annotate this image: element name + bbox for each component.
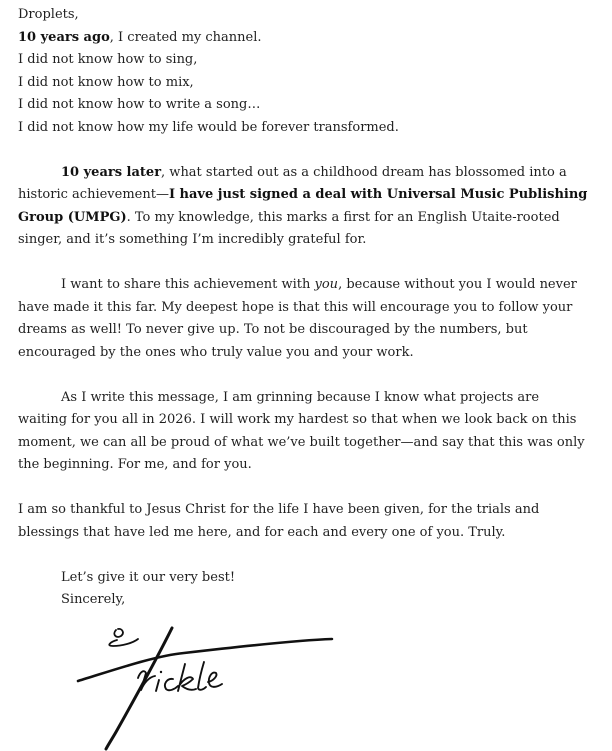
bold-umpg-deal: I have just signed a deal with Universal Music Publishing Group (UMPG) bbox=[18, 187, 588, 225]
paragraph-share bbox=[18, 274, 588, 364]
paragraph-thanks: I am so thankful to Jesus Christ for the life I have been given, for the trials and blessings that have led me here, and for each and every one of you. Truly. bbox=[18, 502, 540, 540]
intro-bold-years-ago: 10 years ago bbox=[18, 29, 110, 45]
intro-line-3: I did not know how to mix, bbox=[18, 74, 194, 90]
closing-line-2: Sincerely, bbox=[61, 592, 126, 607]
bold-years-later: 10 years later bbox=[61, 164, 162, 180]
signature bbox=[64, 620, 344, 751]
closing-line-1: Let’s give it our very best! bbox=[61, 569, 236, 585]
paragraph-future: As I write this message, I am grinning because I know what projects are waiting for you all in 2026. I will work my hardest so that when we look back on this moment, we can all be proud of what we’ve built together—and say that this was only the beginning. For me, and for you. bbox=[18, 389, 585, 472]
share-text-2: , because without you I would never have made it this far. My deepest hope is that this will encourage you to follow your dreams as well! To never give up. To not be discouraged by the numbers, but encouraged by the ones who truly value you and your work. bbox=[18, 277, 577, 360]
intro-line-4: I did not know how to write a song… bbox=[18, 97, 261, 112]
italic-you: you bbox=[314, 277, 339, 292]
intro-line-1 bbox=[18, 27, 588, 50]
letter-body bbox=[18, 4, 588, 612]
intro-line-2: I did not know how to sing, bbox=[18, 52, 198, 67]
intro-line-1-text: , I created my channel. bbox=[109, 29, 262, 45]
announcement-text-1: , what started out as a childhood dream has blossomed into a historic achievement— bbox=[18, 164, 567, 202]
greeting: Droplets, bbox=[18, 7, 79, 22]
paragraph-announcement bbox=[18, 162, 588, 252]
intro-block bbox=[18, 27, 588, 140]
share-text-1: I want to share this achievement with bbox=[61, 277, 315, 292]
announcement-text-2: . To my knowledge, this marks a first for an English Utaite-rooted singer, and it’s something I’m incredibly grateful for. bbox=[18, 209, 560, 247]
intro-line-5: I did not know how my life would be forever transformed. bbox=[18, 119, 399, 135]
